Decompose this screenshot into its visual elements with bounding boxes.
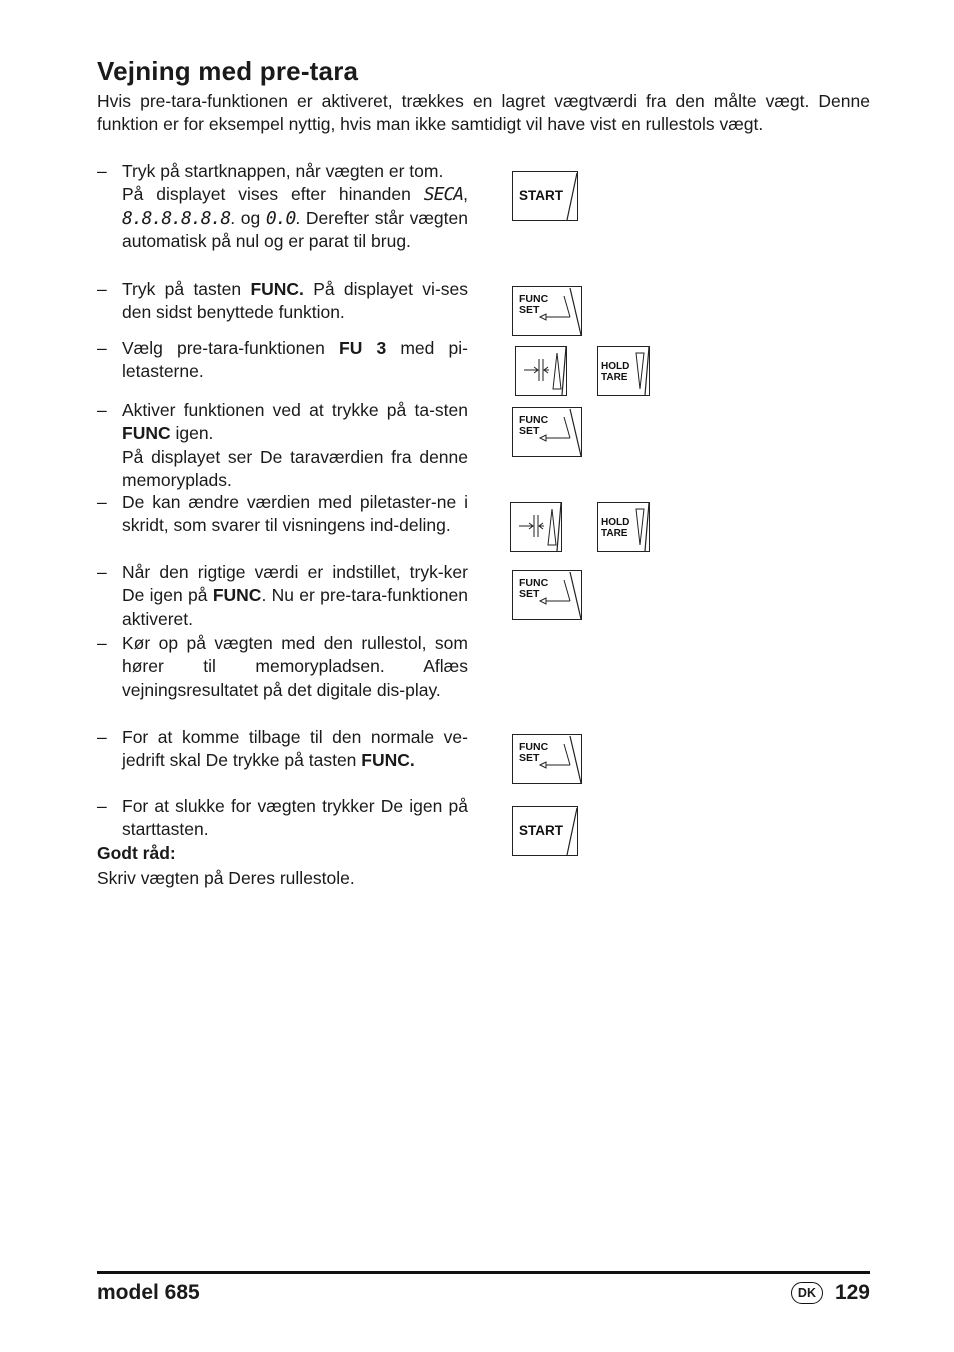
step-6 bbox=[97, 561, 468, 631]
step-4-text-c: igen. bbox=[170, 423, 214, 444]
step-4-key-name: FUNC bbox=[122, 423, 171, 444]
tip-text: Skriv vægten på Deres rullestole. bbox=[97, 868, 355, 888]
step-1-text-c: . og bbox=[230, 207, 266, 228]
lcd-all-segments: 8.8.8.8.8.8 bbox=[122, 207, 231, 229]
footer-rule bbox=[97, 1271, 870, 1274]
step-1-text-b: , bbox=[463, 184, 468, 205]
tare-label: TARE bbox=[601, 528, 628, 539]
step-6-text-c: . Nu er pre-tara-funktionen aktiveret. bbox=[122, 585, 468, 629]
step-1-text-d: . Derefter står vægten automatisk på nul og er parat til brug. bbox=[122, 207, 468, 251]
start-key bbox=[512, 171, 578, 221]
arrow-zero-key bbox=[510, 502, 562, 552]
step-3 bbox=[97, 337, 468, 384]
start-key-label: START bbox=[519, 188, 563, 203]
step-dash: – bbox=[97, 400, 107, 420]
hold-tare-key-label bbox=[601, 361, 629, 383]
set-label: SET bbox=[519, 425, 540, 437]
step-2-text-c: På displayet vi-ses den sidst benyttede funktion. bbox=[122, 279, 469, 323]
page-number: 129 bbox=[834, 1281, 870, 1304]
arrow-zero-key bbox=[515, 346, 567, 396]
hold-tare-key bbox=[597, 502, 650, 552]
step-7 bbox=[97, 632, 468, 702]
step-9-text: For at slukke for vægten trykker De igen på starttasten. bbox=[122, 796, 468, 840]
step-3-text-c: med pi-letasterne. bbox=[122, 338, 468, 382]
set-label: SET bbox=[519, 588, 540, 600]
func-label: FUNC bbox=[519, 414, 549, 426]
step-5 bbox=[97, 491, 468, 538]
footer-right bbox=[791, 1281, 870, 1305]
tare-label: TARE bbox=[601, 372, 628, 383]
func-label: FUNC bbox=[519, 577, 549, 589]
step-8-key-name: FUNC. bbox=[361, 750, 415, 771]
set-label: SET bbox=[519, 752, 540, 764]
lcd-seca: SECA bbox=[423, 184, 464, 206]
step-9 bbox=[97, 795, 468, 842]
step-4-text-a: Aktiver funktionen ved at trykke på ta-sten bbox=[122, 400, 468, 420]
step-4 bbox=[97, 399, 468, 492]
hold-label: HOLD bbox=[601, 361, 630, 372]
func-set-key bbox=[512, 286, 582, 336]
func-label: FUNC bbox=[519, 293, 549, 305]
step-7-text: Kør op på vægten med den rullestol, som hører til memorypladsen. Aflæs vejningsresultatet på det digitale dis-play. bbox=[122, 633, 468, 700]
func-set-key bbox=[512, 407, 582, 457]
step-3-function-name: FU 3 bbox=[339, 338, 387, 358]
step-4-text-line2: På displayet ser De taraværdien fra denne memoryplads. bbox=[122, 446, 468, 490]
footer-model: model 685 bbox=[97, 1281, 200, 1304]
step-dash: – bbox=[97, 796, 107, 816]
step-6-key-name: FUNC bbox=[212, 585, 262, 606]
func-set-key-label bbox=[519, 578, 548, 600]
step-8 bbox=[97, 726, 468, 773]
set-label: SET bbox=[519, 304, 540, 316]
step-2-key-name: FUNC. bbox=[250, 279, 304, 299]
step-dash: – bbox=[97, 727, 107, 747]
step-dash: – bbox=[97, 562, 107, 582]
step-dash: – bbox=[97, 338, 107, 358]
func-set-key bbox=[512, 734, 582, 784]
step-2-text-a: Tryk på tasten bbox=[122, 279, 251, 299]
zero-arrows-icon bbox=[511, 503, 561, 551]
func-set-key-label bbox=[519, 415, 548, 437]
step-8-text-a: For at komme tilbage til den normale ve-jedrift skal De trykke på tasten bbox=[122, 727, 468, 771]
step-1 bbox=[97, 160, 468, 253]
func-set-key-label bbox=[519, 294, 548, 316]
zero-arrows-icon bbox=[516, 347, 566, 395]
step-1-display-text bbox=[122, 183, 468, 253]
step-1-text-a: På displayet vises efter hinanden bbox=[122, 184, 424, 205]
start-key bbox=[512, 806, 578, 856]
step-5-text: De kan ændre værdien med piletaster-ne i skridt, som svarer til visningens ind-deling. bbox=[122, 492, 468, 536]
step-6-text-a: Når den rigtige værdi er indstillet, tryk-ker De igen på bbox=[122, 562, 468, 606]
tip-title: Godt råd: bbox=[97, 843, 176, 863]
step-3-text-a: Vælg pre-tara-funktionen bbox=[122, 338, 339, 358]
step-2 bbox=[97, 278, 468, 325]
step-dash: – bbox=[97, 633, 107, 653]
step-dash: – bbox=[97, 279, 107, 299]
step-dash: – bbox=[97, 161, 107, 181]
hold-tare-key bbox=[597, 346, 650, 396]
func-set-key bbox=[512, 570, 582, 620]
start-key-label: START bbox=[519, 823, 563, 838]
lcd-zero: 0.0 bbox=[265, 207, 296, 229]
hold-tare-key-label bbox=[601, 517, 629, 539]
intro-paragraph: Hvis pre-tara-funktionen er aktiveret, trækkes en lagret vægtværdi fra den målte vægt. Denne funktion er for eksempel nyttig, hvis man ikke samtidigt vil have vist en rullestols vægt. bbox=[97, 91, 870, 135]
hold-label: HOLD bbox=[601, 517, 630, 528]
func-label: FUNC bbox=[519, 741, 549, 753]
func-set-key-label bbox=[519, 742, 548, 764]
step-dash: – bbox=[97, 492, 107, 512]
page-title: Vejning med pre-tara bbox=[97, 56, 359, 86]
language-badge: DK bbox=[791, 1282, 823, 1304]
step-1-text: Tryk på startknappen, når vægten er tom. bbox=[122, 161, 444, 181]
